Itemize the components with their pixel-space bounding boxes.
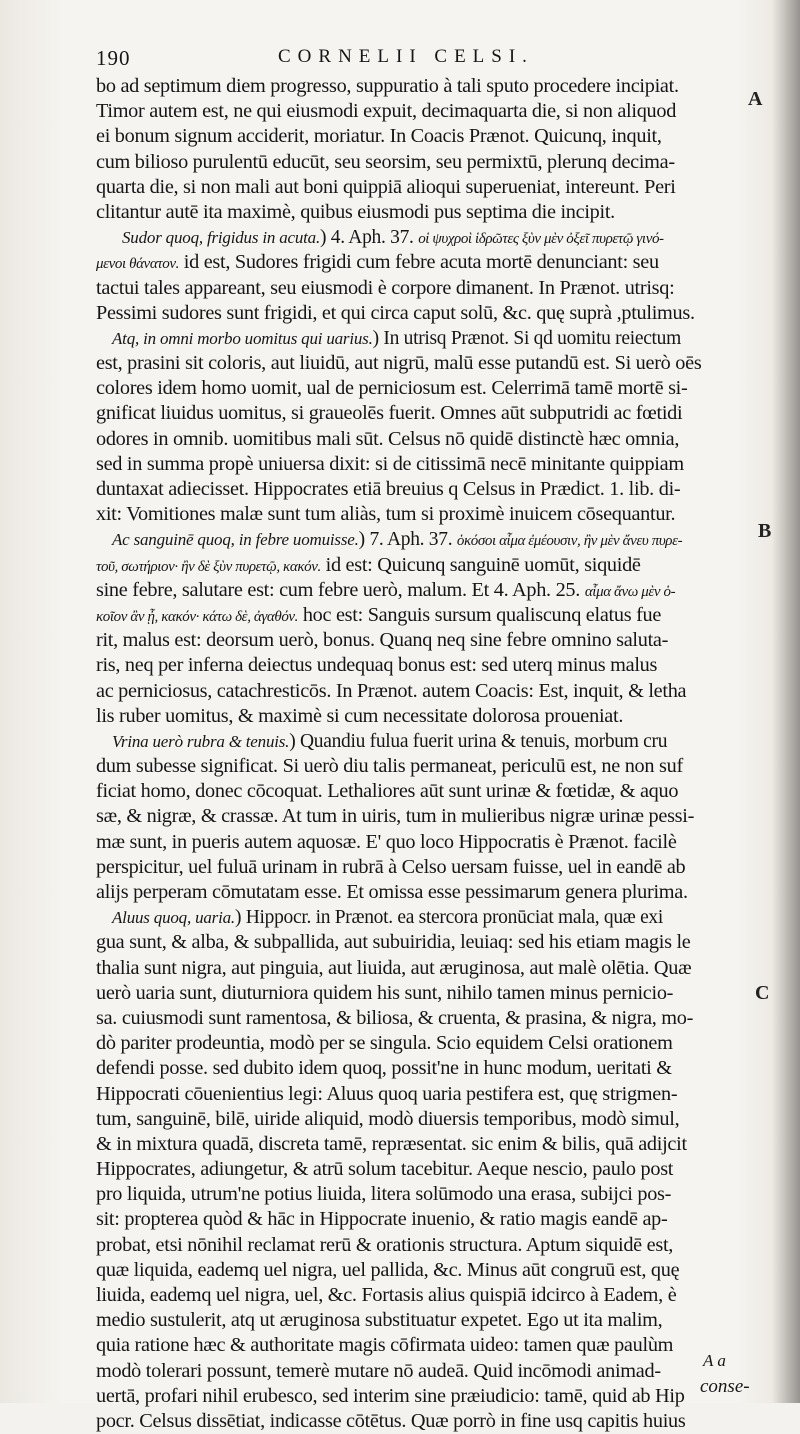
greek-quote: τοῦ, σωτήριον· ἢν δὲ ξὺν πυρετῷ, κακόν. — [96, 558, 321, 575]
text-line: quæ liquida, eademq uel nigra, uel pallida, &c. Minus aūt congruū est, quę — [96, 1258, 680, 1281]
text-line: bo ad septimum diem progresso, suppuratio à tali sputo procedere incipiat. — [96, 75, 679, 97]
text-line: & in mixtura quadā, discreta tamē, repræsentat. sic enim & bilis, quā adijcit — [96, 1132, 687, 1155]
margin-letter-c: C — [755, 982, 770, 1004]
text-line: pocr. Celsus dissētiat, indicasse cōtētus. Quæ porrò in fine usq capitis huius — [96, 1409, 686, 1432]
text-line: rit, malus est: deorsum uerò, bonus. Quanq neq sine febre omnino saluta- — [96, 629, 669, 652]
text-line: colores idem homo uomit, ual de perniciosum est. Celerrimā tamē mortē si- — [96, 377, 688, 400]
text-line: Hippocrates, adiungetur, & atrū solum tacebitur. Aeque nescio, paulo post — [96, 1158, 674, 1181]
text-line: perspicitur, uel fuluā urinam in rubrā à Celso uersam fuisse, uel in eandē ab — [96, 855, 686, 878]
lemma-line — [96, 225, 734, 250]
text-line — [96, 603, 734, 628]
greek-quote: κοῖον ἂν ᾖ, κακόν· κάτω δὲ, ἀγαθόν. — [96, 608, 299, 625]
lemma-line — [96, 905, 734, 930]
text-line: Timor autem est, ne qui eiusmodi expuit, decimaquarta die, si non aliquod — [96, 100, 677, 123]
text-line: odores in omnib. uomitibus mali sūt. Celsus nō quidē distinctè hæc omnia, — [96, 427, 680, 450]
text-line: dum subesse significat. Si uerò diu talis permaneat, periculū est, ne non suf — [96, 755, 683, 778]
text-line: duntaxat adiecisset. Hippocrates etiā breuius q Celsus in Prædict. 1. lib. di- — [96, 478, 681, 500]
aph-reference: ) 7. Aph. 37. — [358, 529, 453, 551]
lemma-line — [96, 527, 734, 552]
lemma-line — [96, 326, 734, 351]
text-line — [96, 578, 734, 603]
text-line: Pessimi sudores sunt frigidi, et qui circa caput solū, &c. quę suprà ,ptulimus. — [96, 301, 695, 324]
text-line: sæ, & nigræ, & crassæ. At tum in uiris, tum in mulieribus nigræ urinæ pessi- — [96, 805, 695, 828]
lemma-text: Aluus quoq, uaria. — [112, 908, 235, 928]
text-line: tactui tales appareant, seu eiusmodi è corpore dimanent. In Prænot. utrisq: — [96, 276, 675, 299]
text-line: est, prasini sit coloris, aut liuidū, aut nigrū, malū esse putandū est. Si uerò oēs — [96, 352, 702, 375]
running-head: CORNELII CELSI. — [278, 46, 534, 67]
text-line: Hippocrati cōuenientius legi: Aluus quoq uaria pestifera est, quę strigmen- — [96, 1082, 678, 1105]
text-line: pro liquida, utrum'ne potius liuida, litera solūmodo una erasa, subijci pos- — [96, 1183, 672, 1206]
lemma-text: Sudor quoq, frigidus in acuta. — [122, 228, 321, 248]
text-line: ei bonum signum acciderit, moriatur. In Coacis Prænot. Quicunq, inquit, — [96, 125, 662, 148]
catchword: conse- — [700, 1376, 750, 1397]
text-line: ac perniciosus, catachresticōs. In Prænot. autem Coacis: Est, inquit, & letha — [96, 679, 687, 702]
margin-letter-a: A — [748, 88, 763, 110]
page-header — [96, 46, 736, 72]
text-line: clitantur autē ita maximè, quibus eiusmodi pus septima die incipit. — [96, 200, 615, 223]
text-line: lis ruber uomitus, & maximè si cum necessitate dolorosa proueniat. — [96, 704, 624, 727]
greek-quote: μενοι θάνατον. — [96, 256, 179, 273]
body-text — [96, 74, 734, 1434]
text-line: sit: propterea quòd & hāc in Hippocrate inuenio, & ratio magis eandē ap- — [96, 1208, 668, 1231]
text-fragment: ) Quandiu fulua fuerit urina & tenuis, morbum cru — [289, 730, 668, 752]
text-fragment: id est: Quicunq sanguinē uomūt, siquidē — [325, 553, 641, 576]
text-fragment: hoc est: Sanguis sursum qualiscunq elatus fue — [302, 603, 662, 626]
text-line: quia ratione hæc & authoritate magis cōfirmata uideo: tamen quæ paulùm — [96, 1334, 674, 1357]
text-fragment: id est, Sudores frigidi cum febre acuta mortē denunciant: seu — [183, 251, 659, 274]
text-line: quarta die, si non mali aut boni quippiā alioqui superueniat, intereunt. Peri — [96, 175, 676, 198]
margin-letter-b: B — [758, 520, 772, 542]
text-line: ris, neq per inferna deiectus undequaq bonus est: sed uterq minus malus — [96, 654, 658, 677]
text-fragment: ) Hippocr. in Prænot. ea stercora pronūciat mala, quæ exi — [234, 907, 663, 929]
lemma-text: Vrina uerò rubra & tenuis. — [112, 731, 290, 751]
lemma-line — [96, 729, 734, 754]
text-line: uertā, profari nihil erubesco, sed interim sine præiudicio: tamē, quid ab Hip — [96, 1384, 685, 1407]
text-line — [96, 250, 734, 275]
text-line: probat, etsi nōnihil reclamat rerū & orationis structura. Aptum siquidē est, — [96, 1233, 674, 1256]
text-line: gnificat liuidus uomitus, si graueolēs fuerit. Omnes aūt subputridi ac fœtidi — [96, 402, 683, 425]
text-line: uerò uaria sunt, diuturniora quidem his sunt, nihilo tamen minus pernicio- — [96, 981, 674, 1004]
text-line: alijs perperam cōmutatam esse. Et omissa esse pessimarum genera plurima. — [96, 881, 688, 903]
text-line: sa. cuiusmodi sunt ramentosa, & biliosa, & cruenta, & prasina, & nigra, mo- — [96, 1006, 694, 1029]
aph-reference: ) 4. Aph. 37. — [320, 227, 414, 249]
text-line: dò pariter prodeuntia, modò per se singula. Scio equidem Celsi orationem — [96, 1032, 673, 1055]
text-line — [96, 553, 734, 578]
lemma-text: Ac sanguinē quoq, in febre uomuisse. — [112, 530, 359, 550]
gutter-shadow — [772, 0, 800, 1403]
text-line: sed in summa propè uniuersa dixit: si de citissimā necē minitante quippiam — [96, 452, 684, 475]
text-line: gua sunt, & alba, & subpallida, aut subuiridia, leuiaq: sed his etiam magis le — [96, 931, 691, 954]
text-line: defendi posse. sed dubito idem quoq, possit'ne in hunc modum, ueritati & — [96, 1057, 672, 1080]
greek-quote: ὁκόσοι αἷμα ἐμέουσιν, ἢν μὲν ἄνευ πυρε- — [456, 533, 683, 550]
text-fragment: sine febre, salutare est: cum febre uerò, malum. Et 4. Aph. 25. — [96, 578, 581, 601]
greek-quote: οἱ ψυχροὶ ἱδρῶτες ξὺν μὲν ὀξεῖ πυρετῷ γινό- — [418, 231, 664, 248]
text-line: liuida, eademq uel nigra, uel, &c. Fortasis alius quispiā idcirco à Eadem, è — [96, 1284, 677, 1306]
greek-quote: αἷμα ἄνω μὲν ὁ- — [584, 583, 676, 600]
text-line: mæ sunt, in pueris autem aquosæ. E' quo loco Hippocratis è Prænot. facilè — [96, 830, 677, 853]
signature-mark: A a — [703, 1351, 726, 1370]
text-line: ficiat homo, donec cōcoquat. Lethaliores aūt sunt urinæ & fœtidæ, & aquo — [96, 780, 679, 803]
text-fragment: ) In utrisq Prænot. Si qd uomitu reiectum — [372, 327, 681, 349]
lemma-text: Atq, in omni morbo uomitus qui uarius. — [112, 328, 373, 348]
text-line: modò tolerari possunt, temerè mutare nō audeā. Quid incōmodi animad- — [96, 1359, 661, 1382]
text-line: medio sustulerit, atq ut æruginosa substituatur expetet. Ego ut ita malim, — [96, 1309, 663, 1332]
text-line: thalia sunt nigra, aut pinguia, aut liuida, aut æruginosa, aut malè olētia. Quæ — [96, 956, 692, 979]
text-line: xit: Vomitiones malæ sunt tum aliàs, tum si proximè inuicem cōsequantur. — [96, 503, 676, 526]
text-line: tum, sanguinē, bilē, uiride aliquid, modò diuersis temporibus, modò simul, — [96, 1107, 680, 1130]
page-number: 190 — [96, 46, 131, 70]
text-line: cum bilioso purulentū educūt, seu seorsim, seu permixtū, plerunq decima- — [96, 150, 675, 173]
